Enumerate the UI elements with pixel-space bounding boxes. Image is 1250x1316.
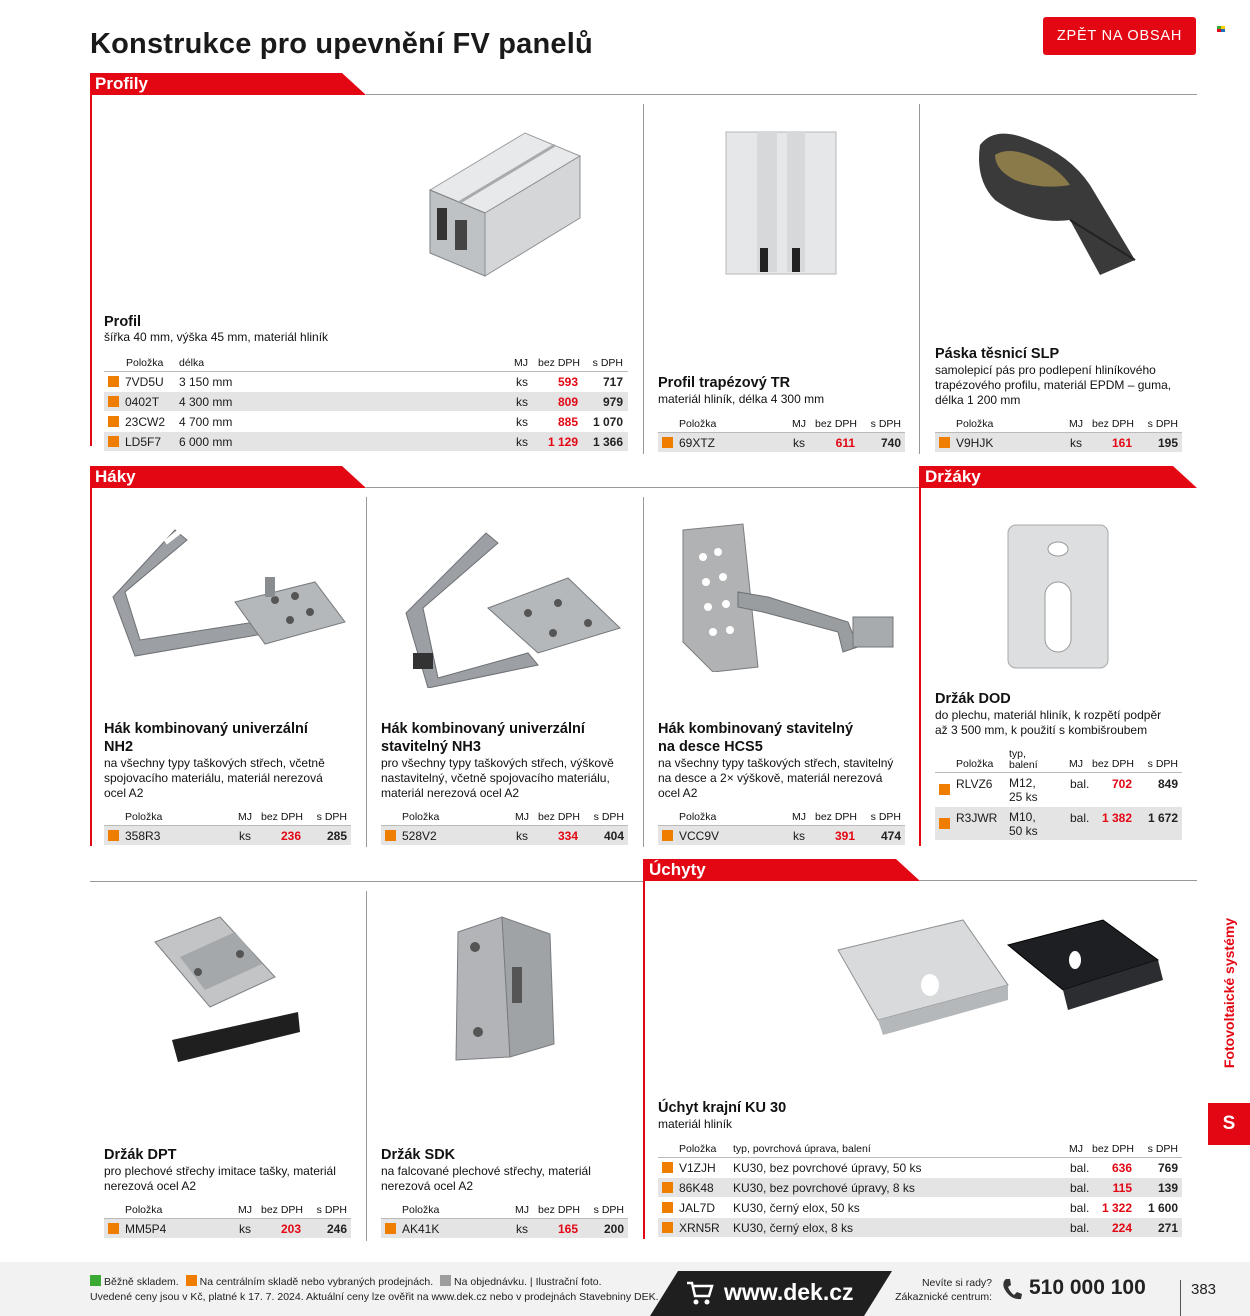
hak-nh2-name-1: Hák kombinovaný univerzální <box>104 721 308 737</box>
prices-note: Uvedené ceny jsou v Kč, platné k 17. 7. 2024. Aktuální ceny lze ověřit na www.dek.cz nebo v prodejnách Stavebniny DEK. <box>90 1291 659 1303</box>
profil-table: Položka délka MJ bez DPH s DPH 7VD5U 3 150 mm ks 593 717 0402T 4 300 mm ks 809 979 23CW2 4 700 mm ks 885 1 070 LD5F7 6 000 mm ks 1 129 1 366 <box>104 354 628 452</box>
profil-tr-table: Položka MJ bez DPH s DPH 69XTZ ks 611 740 <box>658 415 905 453</box>
profil-image <box>425 128 585 278</box>
drzak-dod-image <box>1003 522 1113 670</box>
table-row: XRN5R KU30, černý elox, 8 ks bal. 224 271 <box>658 1218 1182 1238</box>
table-row: 358R3 ks 236 285 <box>104 826 351 846</box>
page-title: Konstrukce pro upevnění FV panelů <box>90 28 593 60</box>
hak-nh3-desc-3: materiál nerezová ocel A2 <box>381 786 520 800</box>
table-row: R3JWR M10, 50 ks bal. 1 382 1 672 <box>935 807 1182 841</box>
paska-slp-desc-3: délka 1 200 mm <box>935 393 1021 407</box>
hak-nh3-name-2: stavitelný NH3 <box>381 739 481 755</box>
drzak-dod-table: Položka typ, balení MJ bez DPH s DPH RLVZ6 M12, 25 ks bal. 702 849 R3JWR M10, 50 ks bal. 1 382 1 672 <box>935 747 1182 841</box>
hak-nh2-desc-3: ocel A2 <box>104 786 144 800</box>
table-row: 0402T 4 300 mm ks 809 979 <box>104 392 628 412</box>
paska-slp-desc-1: samolepicí pás pro podlepení hliníkového <box>935 363 1156 377</box>
hak-nh3-desc-1: pro všechny typy taškových střech, výškově <box>381 756 614 770</box>
section-profily: Profily <box>91 73 366 95</box>
uchyt-ku30-name: Úchyt krajní KU 30 <box>658 1100 787 1116</box>
website-link[interactable]: www.dek.cz <box>724 1279 854 1305</box>
table-row: 86K48 KU30, bez povrchové úpravy, 8 ks bal. 115 139 <box>658 1178 1182 1198</box>
table-row: RLVZ6 M12, 25 ks bal. 702 849 <box>935 773 1182 807</box>
table-row: V9HJK ks 161 195 <box>935 433 1182 453</box>
drzak-dod-desc-1: do plechu, materiál hliník, k rozpětí podpěr <box>935 708 1162 722</box>
drzak-dpt-table: Položka MJ bez DPH s DPH MM5P4 ks 203 246 <box>104 1201 351 1239</box>
side-category-label: Fotovoltaické systémy <box>1221 917 1237 1069</box>
hak-hcs5-image <box>668 522 898 672</box>
paska-slp-image <box>970 125 1145 280</box>
profil-tr-desc: materiál hliník, délka 4 300 mm <box>658 392 825 406</box>
hak-nh3-image <box>398 528 623 688</box>
table-row: AK41K ks 165 200 <box>381 1219 628 1239</box>
drzak-dpt-name: Držák DPT <box>104 1147 177 1163</box>
table-row: 7VD5U 3 150 mm ks 593 717 <box>104 372 628 392</box>
drzak-dod-name: Držák DOD <box>935 691 1011 707</box>
table-row: JAL7D KU30, černý elox, 50 ks bal. 1 322 1 600 <box>658 1198 1182 1218</box>
hak-nh2-name-2: NH2 <box>104 739 134 755</box>
hak-hcs5-desc-3: ocel A2 <box>658 786 698 800</box>
page-number: 383 <box>1191 1281 1217 1298</box>
table-row: LD5F7 6 000 mm ks 1 129 1 366 <box>104 432 628 452</box>
profil-desc: šířka 40 mm, výška 45 mm, materiál hliník <box>104 330 329 344</box>
hak-nh2-desc-1: na všechny typy taškových střech, včetně <box>104 756 325 770</box>
drzak-dpt-desc-1: pro plechové střechy imitace tašky, materiál <box>104 1164 336 1178</box>
back-to-contents-button[interactable]: ZPĚT NA OBSAH <box>1043 17 1196 55</box>
hak-nh3-name-1: Hák kombinovaný univerzální <box>381 721 585 737</box>
hak-nh3-table: Položka MJ bez DPH s DPH 528V2 ks 334 404 <box>381 808 628 846</box>
hak-hcs5-desc-2: na desce a 2× výškově, materiál nerezová <box>658 771 883 785</box>
section-uchyty: Úchyty <box>645 859 920 881</box>
uchyt-ku30-desc: materiál hliník <box>658 1117 733 1131</box>
profil-name: Profil <box>104 314 142 330</box>
customer-help: Nevíte si rady? Zákaznické centrum: <box>895 1277 992 1303</box>
section-drzaky: Držáky <box>921 466 1197 488</box>
table-row: VCC9V ks 391 474 <box>658 826 905 846</box>
hak-nh2-image <box>105 522 350 662</box>
logo-dots-icon <box>1217 26 1226 32</box>
stock-legend: Běžně skladem. Na centrálním skladě nebo vybraných prodejnách. Na objednávku. | Ilustrační foto. <box>90 1275 602 1289</box>
phone-number[interactable]: 510 000 100 <box>1029 1276 1146 1299</box>
hak-hcs5-desc-1: na všechny typy taškových střech, stavitelný <box>658 756 894 770</box>
table-row: 528V2 ks 334 404 <box>381 826 628 846</box>
hak-hcs5-name-1: Hák kombinovaný stavitelný <box>658 721 854 737</box>
phone-icon <box>1001 1277 1023 1301</box>
drzak-dod-desc-2: až 3 500 mm, k použití s kombišroubem <box>935 723 1148 737</box>
table-row: 69XTZ ks 611 740 <box>658 433 905 453</box>
cart-icon <box>686 1280 714 1306</box>
uchyt-ku30-table: Položka typ, povrchová úprava, balení MJ bez DPH s DPH V1ZJH KU30, bez povrchové úpravy, 50 ks bal. 636 769 86K48 KU30, bez povrchové úpravy, 8 ks bal. 115 139 JAL7D KU30, černý elox, 50 ks bal. 1 322 1 600 XRN5R KU30, černý elox, 8 ks bal. 224 271 <box>658 1140 1182 1238</box>
hak-hcs5-name-2: na desce HCS5 <box>658 739 763 755</box>
drzak-sdk-desc-2: nerezová ocel A2 <box>381 1179 474 1193</box>
profil-tr-image <box>722 128 840 278</box>
table-row: MM5P4 ks 203 246 <box>104 1219 351 1239</box>
hak-nh2-table: Položka MJ bez DPH s DPH 358R3 ks 236 285 <box>104 808 351 846</box>
section-s-tab[interactable]: S <box>1208 1103 1250 1145</box>
hak-nh2-desc-2: spojovacího materiálu, materiál nerezová <box>104 771 323 785</box>
table-row: V1ZJH KU30, bez povrchové úpravy, 50 ks bal. 636 769 <box>658 1158 1182 1178</box>
hak-hcs5-table: Položka MJ bez DPH s DPH VCC9V ks 391 474 <box>658 808 905 846</box>
paska-slp-desc-2: trapézového profilu, materiál EPDM – guma, <box>935 378 1172 392</box>
paska-slp-name: Páska těsnicí SLP <box>935 346 1060 362</box>
drzak-dpt-desc-2: nerezová ocel A2 <box>104 1179 197 1193</box>
drzak-sdk-image <box>450 912 558 1062</box>
section-haky: Háky <box>91 466 366 488</box>
drzak-sdk-desc-1: na falcované plechové střechy, materiál <box>381 1164 591 1178</box>
paska-slp-table: Položka MJ bez DPH s DPH V9HJK ks 161 195 <box>935 415 1182 453</box>
table-row: 23CW2 4 700 mm ks 885 1 070 <box>104 412 628 432</box>
drzak-sdk-table: Položka MJ bez DPH s DPH AK41K ks 165 200 <box>381 1201 628 1239</box>
hak-nh3-desc-2: nastavitelný, včetně spojovacího materiálu, <box>381 771 610 785</box>
profil-tr-name: Profil trapézový TR <box>658 375 791 391</box>
drzak-dpt-image <box>150 912 308 1072</box>
uchyt-ku30-image <box>833 915 1166 1040</box>
drzak-sdk-name: Držák SDK <box>381 1147 456 1163</box>
